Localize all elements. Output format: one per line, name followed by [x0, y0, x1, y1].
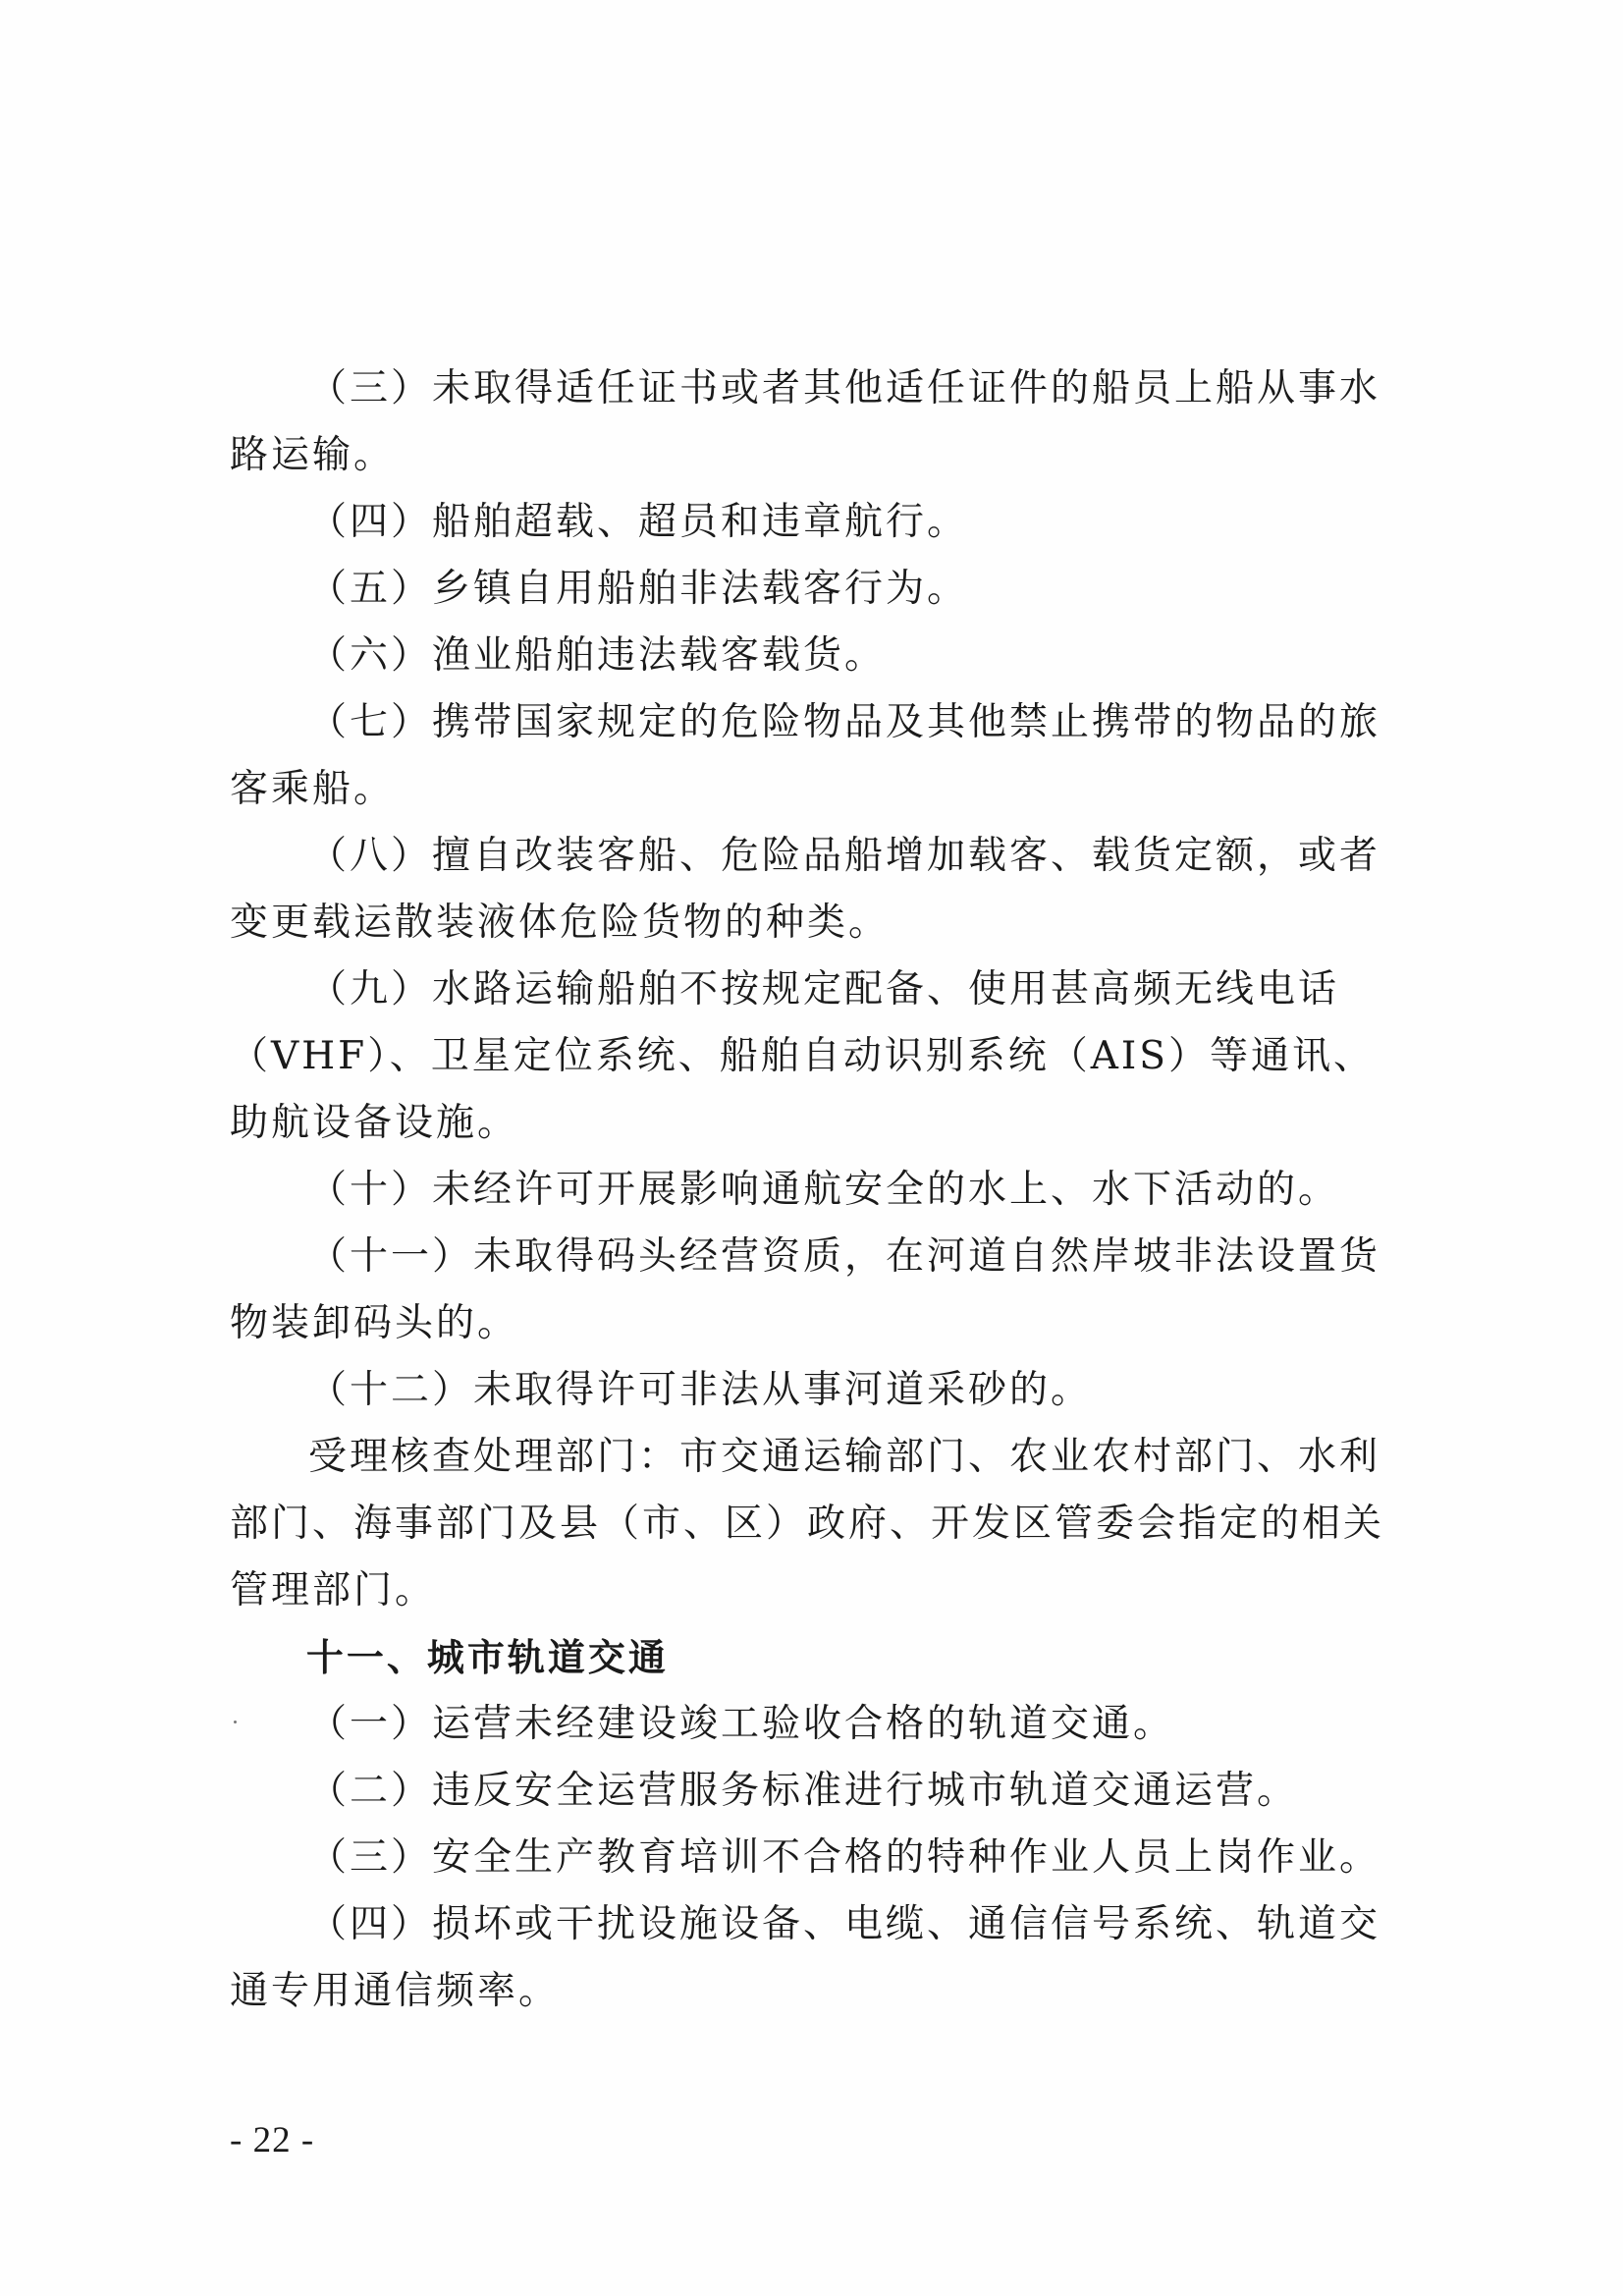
rail-item-one: （一）运营未经建设竣工验收合格的轨道交通。	[307, 1702, 1174, 1746]
responsible-departments: 受理核查处理部门：市交通运输部门、农业农村部门、水利部门、海事部门及县（市、区）政府、开发区管委会指定的相关管理部门。	[230, 1435, 1385, 1613]
section-heading-urban-rail: 十一、城市轨道交通	[305, 1636, 669, 1679]
item-nine: （九）水路运输船舶不按规定配备、使用甚高频无线电话（VHF）、卫星定位系统、船舶自动识别系统（AIS）等通讯、助航设备设施。	[230, 967, 1376, 1145]
item-seven: （七）携带国家规定的危险物品及其他禁止携带的物品的旅客乘船。	[230, 700, 1380, 811]
scan-speck	[234, 1721, 237, 1723]
item-three: （三）未取得适任证书或者其他适任证件的船员上船从事水路运输。	[230, 366, 1380, 477]
item-ten: （十）未经许可开展影响通航安全的水上、水下活动的。	[307, 1168, 1339, 1212]
page-number: - 22 -	[230, 2120, 315, 2160]
item-eight: （八）擅自改装客船、危险品船增加载客、载货定额，或者变更载运散装液体危险货物的种类。	[230, 834, 1380, 945]
item-six: （六）渔业船舶违法载客载货。	[307, 633, 886, 678]
rail-item-three: （三）安全生产教育培训不合格的特种作业人员上岗作业。	[307, 1835, 1380, 1880]
rail-item-four: （四）损坏或干扰设施设备、电缆、通信信号系统、轨道交通专用通信频率。	[230, 1902, 1380, 2013]
item-twelve: （十二）未取得许可非法从事河道采砂的。	[307, 1368, 1092, 1412]
rail-item-two: （二）违反安全运营服务标准进行城市轨道交通运营。	[307, 1769, 1298, 1813]
item-four: （四）船舶超载、超员和违章航行。	[307, 500, 968, 544]
document-body	[230, 355, 1388, 2025]
item-five: （五）乡镇自用船舶非法载客行为。	[307, 567, 968, 611]
item-eleven: （十一）未取得码头经营资质，在河道自然岸坡非法设置货物装卸码头的。	[230, 1234, 1380, 1345]
